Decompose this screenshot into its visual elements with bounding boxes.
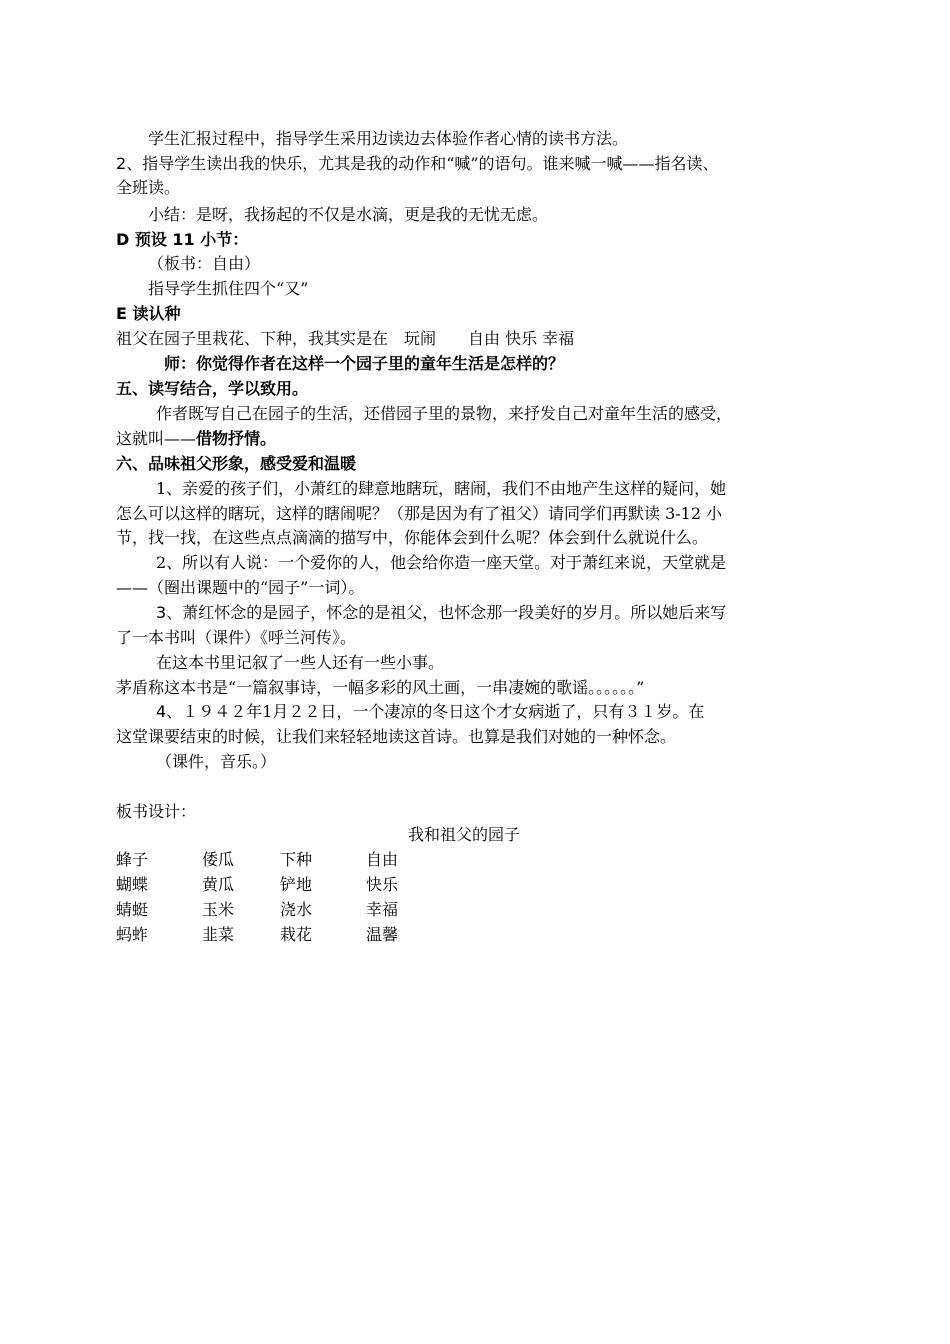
paragraph-point-1-cont: 怎么可以这样的瞎玩，这样的瞎闹呢？（那是因为有了祖父）请同学们再默读 3-12 小: [116, 504, 723, 523]
paragraph-text: 、１９４２年1月２２日，一个凄凉的冬日这个才女病逝了，只有３１岁。在: [166, 702, 705, 721]
paragraph-report: 学生汇报过程中，指导学生采用边读边去体验作者心情的读书方法。: [148, 129, 629, 148]
board-title: 我和祖父的园子: [408, 825, 521, 844]
heading-preset-d: D 预设 11 小节：: [116, 230, 249, 249]
board-cell: 韭菜: [202, 925, 235, 944]
board-cell: 玉米: [202, 900, 235, 919]
item-number: 3: [156, 603, 167, 622]
paragraph-book-note: 在这本书里记叙了一些人还有一些小事。: [156, 653, 445, 672]
board-cell: 蜻蜓: [116, 900, 149, 919]
paragraph-point-1: 1、亲爱的孩子们，小萧红的肆意地瞎玩，瞎闹，我们不由地产生这样的疑问，她: [156, 479, 727, 498]
paragraph-point-2: 2、所以有人说：一个爱你的人，他会给你造一座天堂。对于萧红来说，天堂就是: [156, 553, 727, 572]
paragraph-point-4-cont: 这堂课要结束的时候，让我们来轻轻地读这首诗。也算是我们对她的一种怀念。: [116, 727, 677, 746]
board-cell: 铲地: [280, 875, 313, 894]
paragraph-point-3-cont: 了一本书叫（课件）《呼兰河传》。: [116, 628, 357, 647]
teacher-question: 师：你觉得作者在这样一个园子里的童年生活是怎样的？: [164, 354, 565, 373]
board-cell: 蝴蝶: [116, 875, 149, 894]
board-cell: 栽花: [280, 925, 313, 944]
paragraph-text: 这就叫——: [116, 429, 197, 448]
paragraph-summary: 小结：是呀，我扬起的不仅是水滴，更是我的无忧无虑。: [148, 205, 549, 224]
paragraph-point-1-cont2: 节，找一找，在这些点点滴滴的描写中，你能体会到什么呢？体会到什么就说什么。: [116, 528, 709, 547]
paragraph-read-joy: [116, 152, 719, 176]
board-cell: 浇水: [280, 900, 313, 919]
board-design-label: 板书设计：: [116, 802, 197, 821]
paragraph-writing: 作者既写自己在园子的生活，还借园子里的景物，来抒发自己对童年生活的感受，: [156, 404, 733, 423]
paragraph-courseware: （课件，音乐。）: [156, 752, 277, 771]
paragraph-point-3: [156, 601, 726, 625]
paragraph-planting: 祖父在园子里栽花、下种，我其实是在 玩闹 自由 快乐 幸福: [116, 329, 575, 348]
paragraph-text: 、指导学生读出我的快乐，尤其是我的动作和“喊”的语句。谁来喊一喊——指名读、: [126, 154, 719, 173]
paragraph-guide: 指导学生抓住四个“又”: [148, 279, 309, 298]
board-cell: 下种: [280, 850, 313, 869]
paragraph-point-4: [156, 700, 704, 724]
item-number: 4: [156, 702, 167, 721]
board-cell: 温馨: [366, 925, 399, 944]
paragraph-point-2-cont: ——（圈出课题中的“园子”一词）。: [116, 578, 365, 597]
paragraph-writing-cont: [116, 427, 276, 451]
board-cell: 自由: [366, 850, 399, 869]
board-cell: 蜂子: [116, 850, 149, 869]
heading-read-e: E 读认种: [116, 304, 181, 323]
paragraph-maodun-quote: 茅盾称这本书是“一篇叙事诗，一幅多彩的风土画，一串凄婉的歌谣。。。。。。”: [116, 678, 645, 697]
heading-section-six: 六、品味祖父形象，感受爱和温暖: [116, 454, 357, 473]
board-cell: 快乐: [366, 875, 399, 894]
paragraph-board-note: （板书：自由）: [148, 254, 261, 273]
paragraph-read-joy-cont: 全班读。: [116, 178, 181, 197]
board-cell: 蚂蚱: [116, 925, 149, 944]
paragraph-text: 、萧红怀念的是园子，怀念的是祖父，也怀念那一段美好的岁月。所以她后来写: [166, 603, 727, 622]
item-number: 2: [116, 154, 127, 173]
emphasis-text: 借物抒情。: [196, 429, 277, 448]
board-cell: 幸福: [366, 900, 399, 919]
heading-section-five: 五、读写结合，学以致用。: [116, 379, 309, 398]
board-cell: 黄瓜: [202, 875, 235, 894]
board-cell: 倭瓜: [202, 850, 235, 869]
